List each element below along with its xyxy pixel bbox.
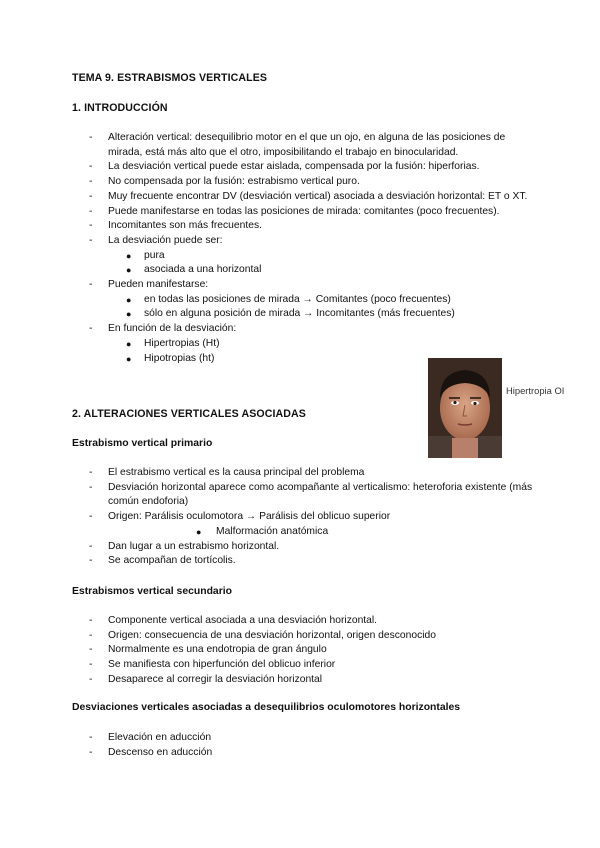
list-item: - Descenso en aducción: [89, 746, 213, 758]
bullet-icon: ●: [126, 294, 132, 305]
list-item: - Pueden manifestarse: ● en todas las posiciones de mirada → Comitantes (poco frecuentes) ● sólo en alguna posición de mirada → Incomitantes (más frecuentes): [0, 278, 600, 322]
sub-list-item: ● en todas las posiciones de mirada → Comitantes (poco frecuentes): [108, 293, 540, 308]
list-item: - El estrabismo vertical es la causa principal del problema: [89, 467, 365, 478]
bullet-icon: ●: [126, 338, 132, 349]
list-item: - Se acompañan de tortícolis.: [89, 555, 236, 567]
list-item: - En función de la desviación: ● Hipertropias (Ht) ● Hipotropias (ht): [0, 322, 600, 366]
sub-list-item: ● Hipotropias (ht): [108, 352, 540, 367]
face-photo-icon: [428, 358, 502, 458]
secondary-strabismus-heading: Estrabismos vertical secundario: [72, 586, 232, 597]
bullet-icon: ●: [196, 526, 202, 537]
list-item: - Muy frecuente encontrar DV (desviación vertical) asociada a desviación horizontal: ET o XT.: [89, 190, 528, 202]
bullet-icon: ●: [126, 309, 132, 320]
sub-list-item: ● Hipertropias (Ht): [108, 337, 540, 352]
list-item: - Alteración vertical: desequilibrio motor en el que un ojo, en alguna de las posiciones de mirada, está más alto que el otro, imposibilitando el trabajo en binocularidad.: [89, 132, 506, 158]
list-item: - Elevación en aducción: [89, 732, 212, 743]
list-item: - Desaparece al corregir la desviación horizontal: [89, 673, 323, 685]
list-item: - No compensada por la fusión: estrabismo vertical puro.: [89, 176, 360, 188]
list-item: - Componente vertical asociada a una desviación horizontal.: [89, 615, 378, 626]
sub-list-item: ● Malformación anatómica: [108, 525, 540, 540]
secondary-strabismus-list: [0, 614, 600, 688]
horizontal-imbalance-heading: Desviaciones verticales asociadas a desequilibrios oculomotores horizontales: [72, 702, 461, 713]
sub-list-item: ● pura: [108, 249, 540, 264]
section-2-heading: 2. ALTERACIONES VERTICALES ASOCIADAS: [72, 408, 306, 420]
document-title: TEMA 9. ESTRABISMOS VERTICALES: [72, 72, 268, 84]
bullet-icon: ●: [126, 265, 132, 276]
sub-list-item: ● sólo en alguna posición de mirada → Incomitantes (más frecuentes): [108, 307, 540, 322]
list-item: - Puede manifestarse en todas las posiciones de mirada: comitantes (poco frecuentes).: [89, 205, 500, 217]
bullet-icon: ●: [126, 353, 132, 364]
list-item: - Desviación horizontal aparece como acompañante al verticalismo: heteroforia existente (más común endoforia): [89, 481, 533, 508]
figure-caption: Hipertropia OI: [506, 385, 565, 396]
sub-list-item: ● asociada a una horizontal: [108, 263, 540, 278]
list-item: - Origen: Parálisis oculomotora → Parálisis del oblicuo superior ● Malformación anatómica: [0, 510, 600, 539]
bullet-icon: ●: [126, 250, 132, 261]
horizontal-imbalance-list: [0, 731, 600, 760]
list-item: - Dan lugar a un estrabismo horizontal.: [89, 540, 280, 552]
primary-strabismus-heading: Estrabismo vertical primario: [72, 438, 213, 449]
primary-strabismus-list: [0, 466, 600, 569]
list-item: - Incomitantes son más frecuentes.: [89, 220, 262, 232]
section-1-list: [0, 131, 600, 366]
list-item: - La desviación vertical puede estar aislada, compensada por la fusión: hiperforias.: [89, 161, 480, 173]
list-item: - Se manifiesta con hiperfunción del oblicuo inferior: [89, 659, 336, 671]
section-1-heading: 1. INTRODUCCIÓN: [72, 102, 168, 114]
list-item: - Normalmente es una endotropia de gran ángulo: [89, 644, 327, 656]
list-item: - La desviación puede ser: ● pura ● asociada a una horizontal: [0, 234, 600, 278]
list-item: - Origen: consecuencia de una desviación horizontal, origen desconocido: [89, 629, 436, 641]
